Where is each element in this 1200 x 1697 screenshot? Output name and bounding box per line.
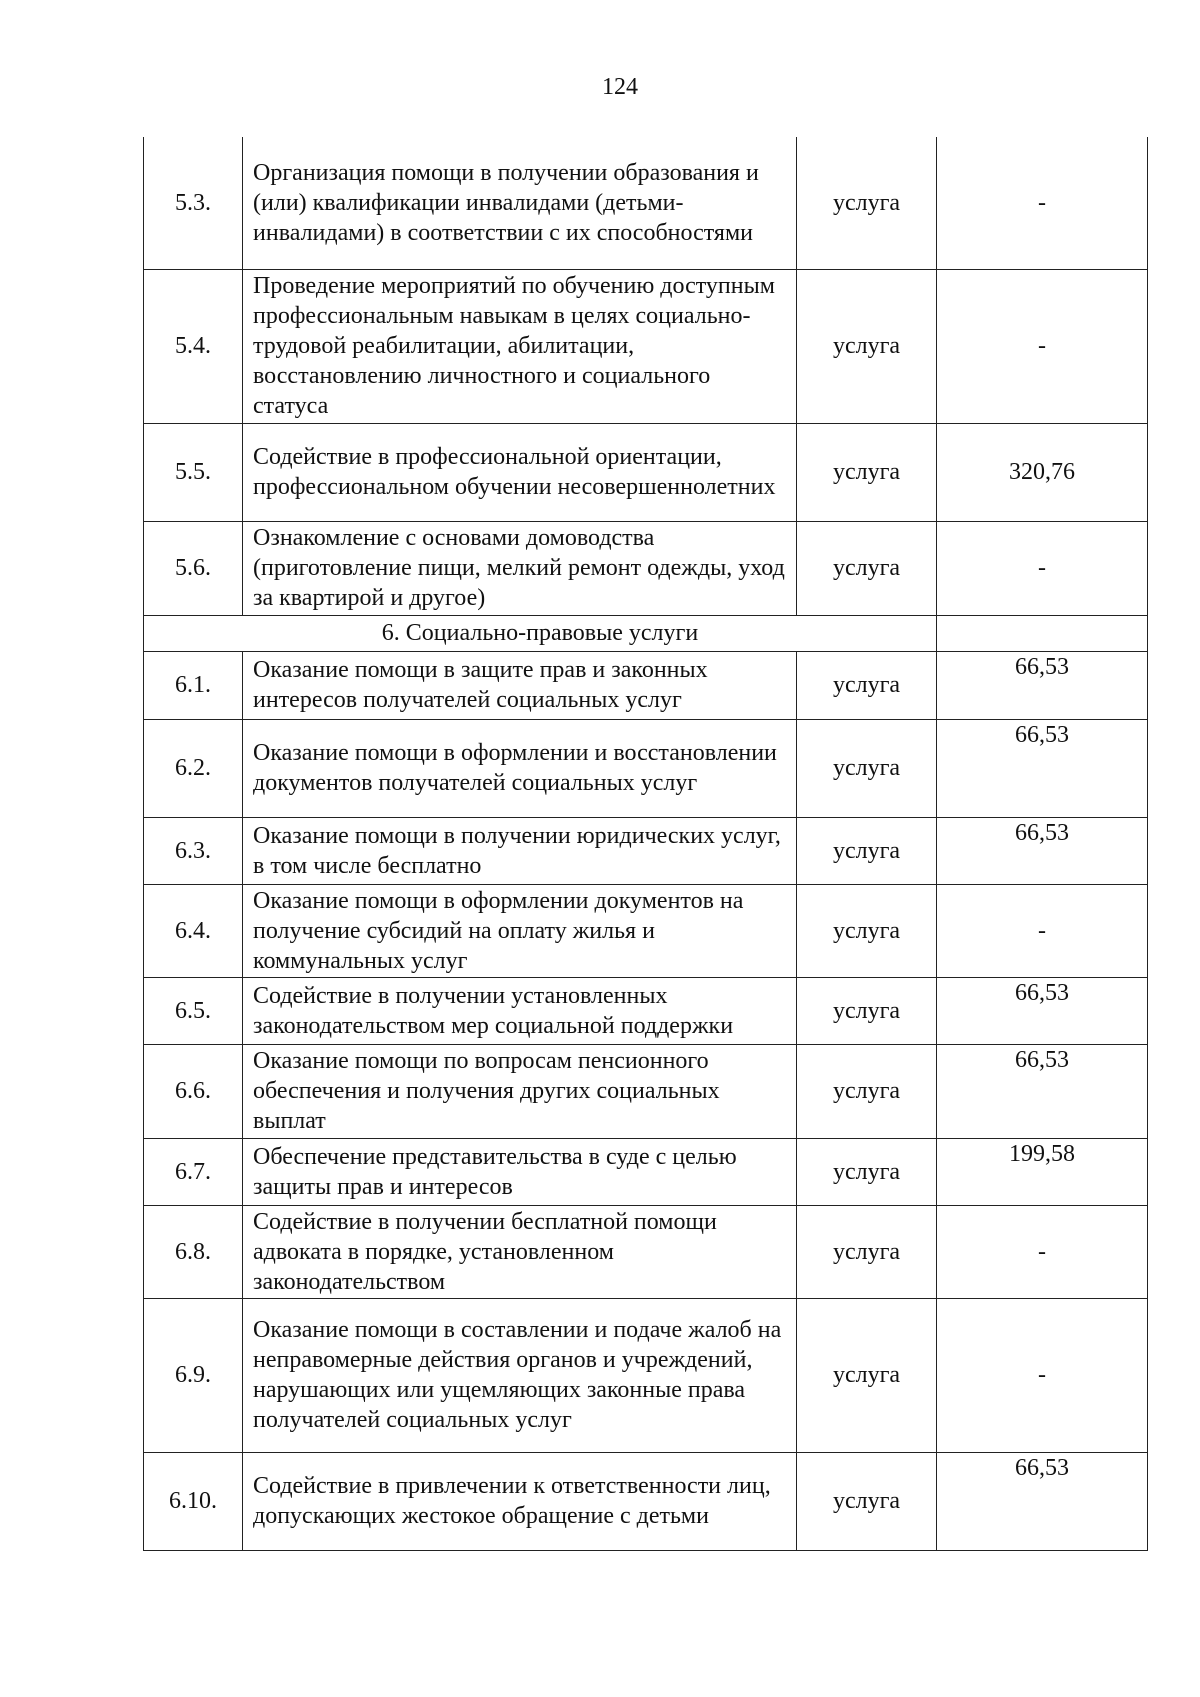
row-number: 6.10. bbox=[144, 1452, 243, 1550]
unit-of-measure: услуга bbox=[797, 423, 937, 521]
table-row bbox=[144, 1138, 1148, 1205]
table-row bbox=[144, 1298, 1148, 1452]
row-number: 6.3. bbox=[144, 817, 243, 884]
table-row bbox=[144, 423, 1148, 521]
table-row bbox=[144, 719, 1148, 817]
service-name: Оказание помощи в оформлении документов на получение субсидий на оплату жилья и коммунальных услуг bbox=[243, 884, 797, 977]
unit-of-measure: услуга bbox=[797, 521, 937, 615]
unit-of-measure: услуга bbox=[797, 977, 937, 1044]
unit-of-measure: услуга bbox=[797, 884, 937, 977]
table-row bbox=[144, 1044, 1148, 1138]
row-number: 5.5. bbox=[144, 423, 243, 521]
table-row bbox=[144, 1452, 1148, 1550]
table-row bbox=[144, 884, 1148, 977]
price-value: 66,53 bbox=[937, 977, 1148, 1044]
row-number: 6.4. bbox=[144, 884, 243, 977]
unit-of-measure: услуга bbox=[797, 1138, 937, 1205]
service-name: Оказание помощи в получении юридических услуг, в том числе бесплатно bbox=[243, 817, 797, 884]
row-number: 6.2. bbox=[144, 719, 243, 817]
unit-of-measure: услуга bbox=[797, 817, 937, 884]
row-number: 5.6. bbox=[144, 521, 243, 615]
unit-of-measure: услуга bbox=[797, 1452, 937, 1550]
service-name: Содействие в привлечении к ответственности лиц, допускающих жестокое обращение с детьми bbox=[243, 1452, 797, 1550]
row-number: 6.1. bbox=[144, 651, 243, 719]
table-row bbox=[144, 269, 1148, 423]
price-value: 66,53 bbox=[937, 1452, 1148, 1550]
service-name: Содействие в получении бесплатной помощи адвоката в порядке, установленном законодательством bbox=[243, 1205, 797, 1298]
table-row bbox=[144, 651, 1148, 719]
table-row bbox=[144, 521, 1148, 615]
row-number: 6.5. bbox=[144, 977, 243, 1044]
section-header-row bbox=[144, 615, 1148, 651]
service-name: Содействие в профессиональной ориентации, профессиональном обучении несовершеннолетних bbox=[243, 423, 797, 521]
row-number: 6.8. bbox=[144, 1205, 243, 1298]
table-row bbox=[144, 817, 1148, 884]
price-value: - bbox=[937, 269, 1148, 423]
service-name: Обеспечение представительства в суде с целью защиты прав и интересов bbox=[243, 1138, 797, 1205]
row-number: 6.6. bbox=[144, 1044, 243, 1138]
price-value: - bbox=[937, 1205, 1148, 1298]
service-name: Содействие в получении установленных законодательством мер социальной поддержки bbox=[243, 977, 797, 1044]
table-row bbox=[144, 137, 1148, 269]
price-value: - bbox=[937, 137, 1148, 269]
service-name: Оказание помощи в защите прав и законных интересов получателей социальных услуг bbox=[243, 651, 797, 719]
page-number: 124 bbox=[602, 74, 638, 100]
service-name: Оказание помощи в составлении и подаче жалоб на неправомерные действия органов и учреждений, нарушающих или ущемляющих законные права получателей социальных услуг bbox=[243, 1298, 797, 1452]
empty-cell bbox=[937, 615, 1148, 651]
price-value: 320,76 bbox=[937, 423, 1148, 521]
price-value: 66,53 bbox=[937, 1044, 1148, 1138]
unit-of-measure: услуга bbox=[797, 1298, 937, 1452]
price-value: - bbox=[937, 1298, 1148, 1452]
unit-of-measure: услуга bbox=[797, 137, 937, 269]
price-value: - bbox=[937, 884, 1148, 977]
price-value: 199,58 bbox=[937, 1138, 1148, 1205]
service-name: Оказание помощи в оформлении и восстановлении документов получателей социальных услуг bbox=[243, 719, 797, 817]
price-value: 66,53 bbox=[937, 817, 1148, 884]
service-name: Проведение мероприятий по обучению доступным профессиональным навыкам в целях социально-трудовой реабилитации, абилитации, восстановлению личностного и социального статуса bbox=[243, 269, 797, 423]
unit-of-measure: услуга bbox=[797, 1205, 937, 1298]
service-name: Оказание помощи по вопросам пенсионного обеспечения и получения других социальных выплат bbox=[243, 1044, 797, 1138]
unit-of-measure: услуга bbox=[797, 719, 937, 817]
table-row bbox=[144, 977, 1148, 1044]
row-number: 5.3. bbox=[144, 137, 243, 269]
service-name: Ознакомление с основами домоводства (приготовление пищи, мелкий ремонт одежды, уход за квартирой и другое) bbox=[243, 521, 797, 615]
service-name: Организация помощи в получении образования и (или) квалификации инвалидами (детьми-инвалидами) в соответствии с их способностями bbox=[243, 137, 797, 269]
section-title: 6. Социально-правовые услуги bbox=[144, 615, 937, 651]
row-number: 5.4. bbox=[144, 269, 243, 423]
row-number: 6.7. bbox=[144, 1138, 243, 1205]
price-value: 66,53 bbox=[937, 651, 1148, 719]
unit-of-measure: услуга bbox=[797, 651, 937, 719]
unit-of-measure: услуга bbox=[797, 269, 937, 423]
unit-of-measure: услуга bbox=[797, 1044, 937, 1138]
row-number: 6.9. bbox=[144, 1298, 243, 1452]
price-value: 66,53 bbox=[937, 719, 1148, 817]
price-value: - bbox=[937, 521, 1148, 615]
table-row bbox=[144, 1205, 1148, 1298]
services-table bbox=[143, 137, 1148, 1551]
